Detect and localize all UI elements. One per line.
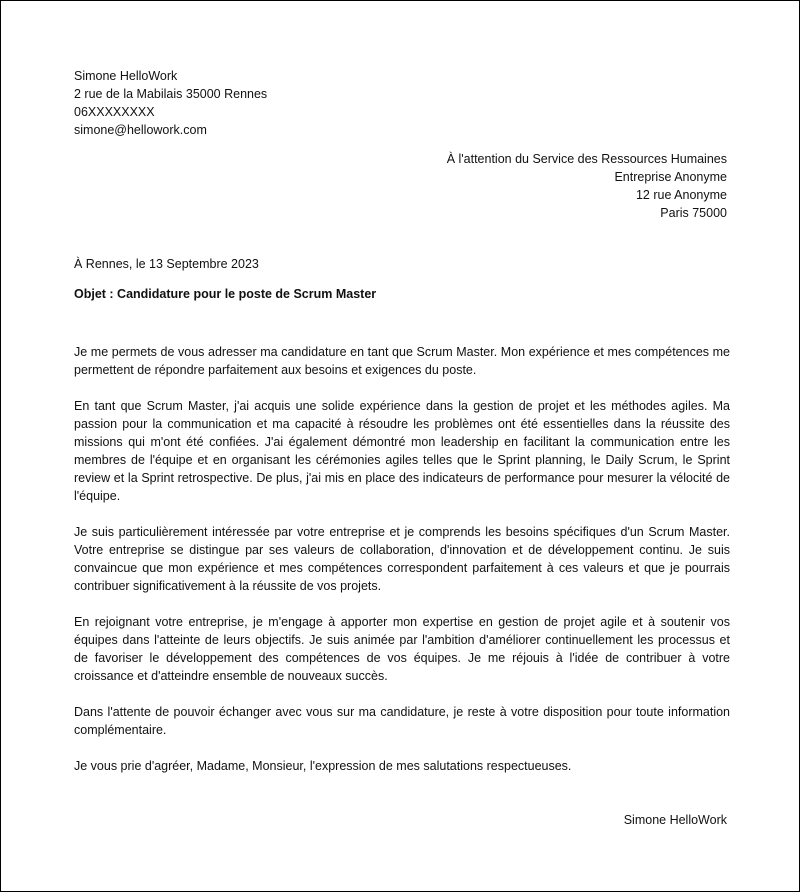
body-paragraph-commitment: En rejoignant votre entreprise, je m'engage à apporter mon expertise en gestion de projet agile et à soutenir vos équipes dans l'atteinte de leurs objectifs. Je suis animée par l'ambition d'améliorer continuellement les processus et de favoriser le développement des compétences de vos équipes. Je me réjouis à l'idée de contribuer à votre croissance et d'atteindre ensemble de nouveaux succès.	[74, 615, 730, 683]
recipient-company: Entreprise Anonyme	[614, 170, 727, 184]
recipient-city: Paris 75000	[660, 206, 727, 220]
body-paragraph-motivation: Je suis particulièrement intéressée par votre entreprise et je comprends les besoins spécifiques d'un Scrum Master. Votre entreprise se distingue par ses valeurs de collaboration, d'innovation et de développement continu. Je suis convaincue que mon expérience et mes compétences correspondent parfaitement à ces valeurs et que je pourrais contribuer significativement à la réussite de vos projets.	[74, 525, 730, 593]
signature: Simone HelloWork	[623, 813, 727, 827]
place-and-date: À Rennes, le 13 Septembre 2023	[74, 257, 259, 271]
sender-name: Simone HelloWork	[74, 69, 178, 83]
recipient-block	[447, 150, 727, 222]
letter-body	[74, 343, 730, 775]
recipient-street: 12 rue Anonyme	[635, 188, 727, 202]
body-paragraph-experience: En tant que Scrum Master, j'ai acquis une solide expérience dans la gestion de projet et les méthodes agiles. Ma passion pour la communication et ma capacité à résoudre les problèmes ont été essentielles dans la réussite des missions qui m'ont été confiées. J'ai également démontré mon leadership en facilitant la communication entre les membres de l'équipe et en organisant les cérémonies agiles telles que le Sprint planning, le Daily Scrum, le Sprint review et la Sprint retrospective. De plus, j'ai mis en place des indicateurs de performance pour mesurer la vélocité de l'équipe.	[74, 399, 730, 503]
sender-phone: 06XXXXXXXX	[74, 105, 155, 119]
sender-address: 2 rue de la Mabilais 35000 Rennes	[74, 87, 268, 101]
letter-subject: Objet : Candidature pour le poste de Scrum Master	[74, 287, 377, 301]
body-paragraph-intro: Je me permets de vous adresser ma candidature en tant que Scrum Master. Mon expérience et mes compétences me permettent de répondre parfaitement aux besoins et exigences du poste.	[74, 345, 730, 377]
sender-email: simone@hellowork.com	[74, 123, 207, 137]
sender-block	[74, 67, 267, 139]
recipient-attention: À l'attention du Service des Ressources Humaines	[446, 152, 727, 166]
body-paragraph-availability: Dans l'attente de pouvoir échanger avec vous sur ma candidature, je reste à votre disposition pour toute information complémentaire.	[74, 705, 730, 737]
body-paragraph-closing: Je vous prie d'agréer, Madame, Monsieur, l'expression de mes salutations respectueuses.	[74, 759, 572, 773]
